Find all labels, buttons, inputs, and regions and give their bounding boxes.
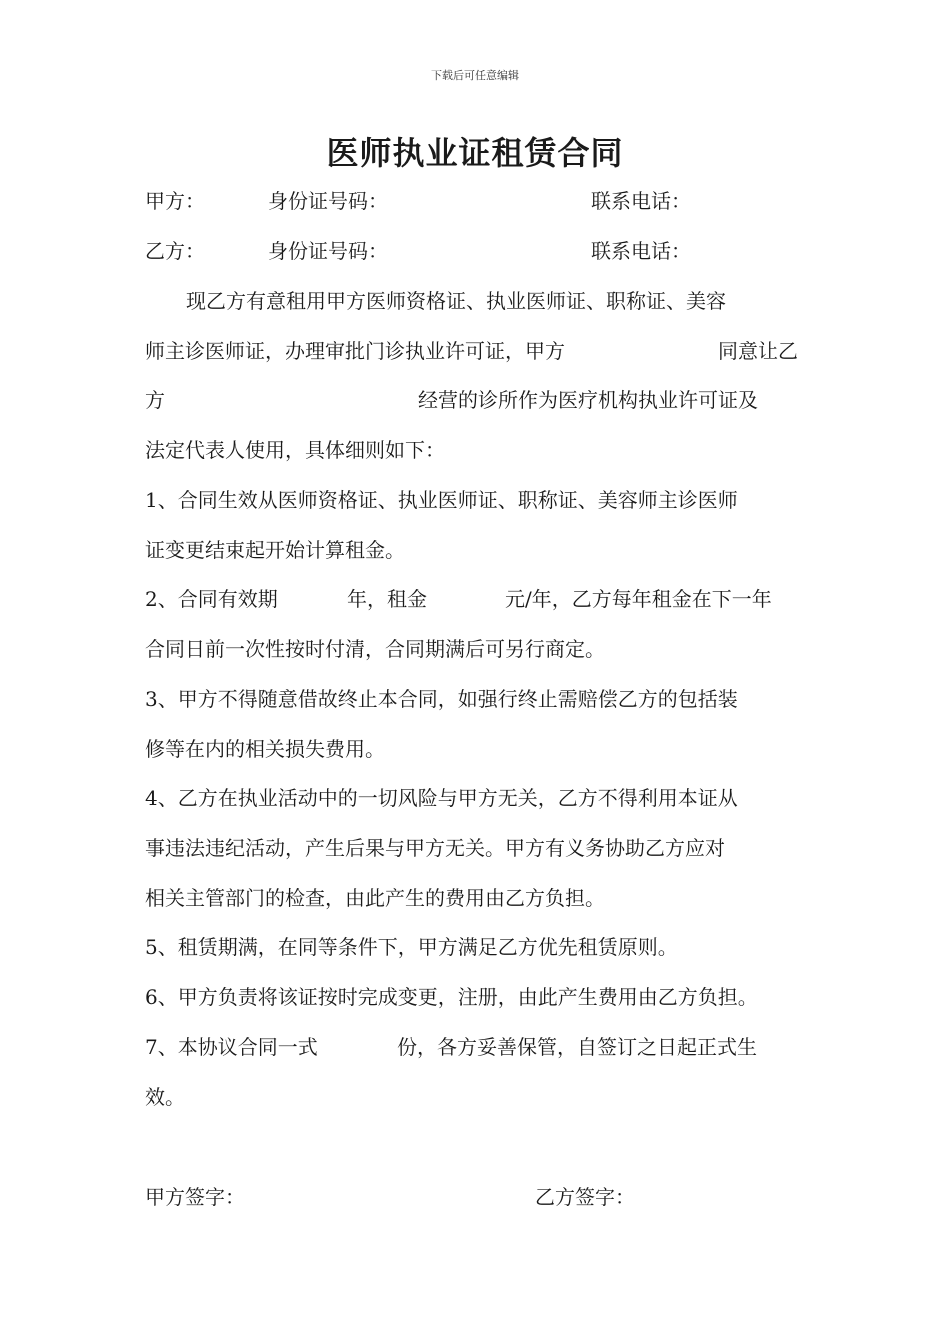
- clause-7-part-a: 7、本协议合同一式: [145, 1035, 318, 1059]
- clause-2-part-a: 2、合同有效期: [145, 587, 278, 611]
- party-a-label: 甲方：: [145, 189, 205, 213]
- intro-line-4: 法定代表人使用，具体细则如下：: [145, 438, 445, 462]
- party-b-phone-label: 联系电话：: [591, 239, 691, 263]
- clause-7-part-b: 份，各方妥善保管，自签订之日起正式生: [397, 1035, 757, 1059]
- document-title: 医师执业证租赁合同: [326, 134, 624, 172]
- party-b-label: 乙方：: [145, 239, 205, 263]
- clause-6: 6、甲方负责将该证按时完成变更，注册，由此产生费用由乙方负担。: [145, 985, 758, 1009]
- party-b-id-label: 身份证号码：: [268, 239, 388, 263]
- clause-2-part-c: 元/年，乙方每年租金在下一年: [505, 587, 772, 611]
- intro-line-3a: 方: [145, 388, 165, 412]
- clause-1-line-1: 1、合同生效从医师资格证、执业医师证、职称证、美容师主诊医师: [145, 488, 738, 512]
- clause-4-line-3: 相关主管部门的检查，由此产生的费用由乙方负担。: [145, 886, 605, 910]
- party-a-phone-label: 联系电话：: [591, 189, 691, 213]
- clause-5: 5、租赁期满，在同等条件下，甲方满足乙方优先租赁原则。: [145, 935, 678, 959]
- intro-line-2b: 同意让乙: [718, 339, 798, 363]
- intro-line-3b: 经营的诊所作为医疗机构执业许可证及: [418, 388, 758, 412]
- clause-4-line-1: 4、乙方在执业活动中的一切风险与甲方无关，乙方不得利用本证从: [145, 786, 738, 810]
- party-a-signature-label: 甲方签字：: [145, 1185, 245, 1209]
- header-note: 下载后可任意编辑: [431, 69, 519, 82]
- clause-3-line-2: 修等在内的相关损失费用。: [145, 737, 385, 761]
- clause-2-line-2: 合同日前一次性按时付清，合同期满后可另行商定。: [145, 637, 605, 661]
- clause-3-line-1: 3、甲方不得随意借故终止本合同，如强行终止需赔偿乙方的包括装: [145, 687, 738, 711]
- clause-7-line-2: 效。: [145, 1085, 185, 1109]
- clause-4-line-2: 事违法违纪活动，产生后果与甲方无关。甲方有义务协助乙方应对: [145, 836, 725, 860]
- intro-line-1: 现乙方有意租用甲方医师资格证、执业医师证、职称证、美容: [186, 289, 726, 313]
- clause-2-part-b: 年，租金: [347, 587, 427, 611]
- party-b-signature-label: 乙方签字：: [535, 1185, 635, 1209]
- clause-1-line-2: 证变更结束起开始计算租金。: [145, 538, 405, 562]
- intro-line-2a: 师主诊医师证，办理审批门诊执业许可证，甲方: [145, 339, 565, 363]
- party-a-id-label: 身份证号码：: [268, 189, 388, 213]
